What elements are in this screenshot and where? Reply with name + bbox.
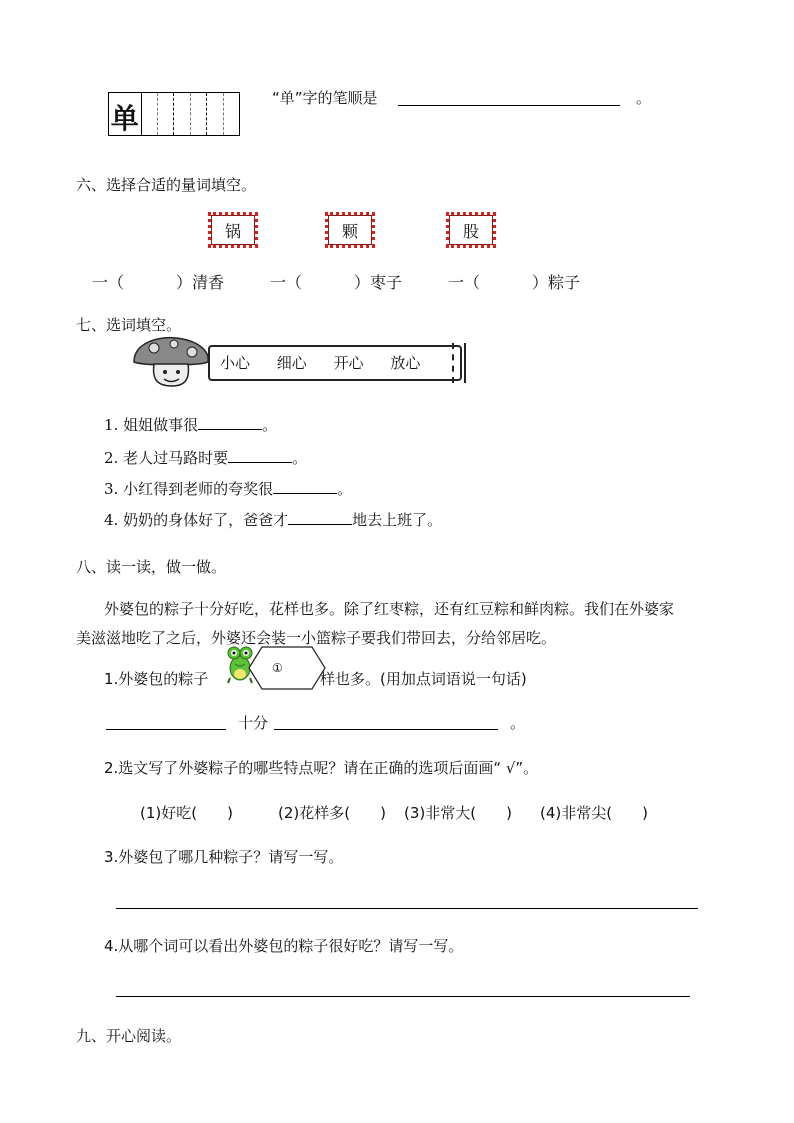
grid-cell [109, 93, 142, 135]
measure-word: 股 [462, 221, 479, 241]
fill-item-number: 1. [104, 416, 119, 434]
measure-item-post: ）枣子 [354, 273, 403, 292]
fill-item-text: 小红得到老师的夸奖很 [123, 480, 274, 498]
fill-item-number: 3. [104, 480, 119, 498]
measure-word: 锅 [224, 221, 241, 241]
answer-line[interactable] [116, 996, 690, 997]
word-bank-item: 开心 [333, 354, 364, 372]
hexagon-label: ① [272, 661, 283, 675]
question-3: 3.外婆包了哪几种粽子？请写一写。 [104, 848, 344, 866]
section-6-title: 六、选择合适的量词填空。 [76, 176, 257, 194]
measure-item [270, 270, 402, 293]
fill-item-text: 老人过马路时要 [123, 449, 229, 467]
answer-line[interactable] [106, 729, 226, 730]
mushroom-icon [130, 334, 214, 390]
question-1-end: 样也多。(用加点词语说一句话) [320, 670, 527, 688]
measure-word-box [446, 212, 496, 248]
question-1-period: 。 [510, 714, 526, 732]
measure-item [448, 270, 580, 293]
character-grid [108, 92, 240, 136]
stroke-question: “单”字的笔顺是 [272, 89, 378, 107]
fill-item-end: 。 [292, 449, 308, 467]
fill-item [104, 511, 442, 529]
answer-line[interactable] [116, 908, 698, 909]
fill-item-end: 地去上班了。 [352, 511, 443, 529]
fill-item-text: 姐姐做事很 [123, 416, 199, 434]
hexagon-callout [248, 646, 326, 690]
section-7-title: 七、选词填空。 [76, 316, 182, 334]
measure-word-box [325, 212, 375, 248]
q2-option: (2)花样多( ) [278, 804, 386, 822]
banner-tail [452, 343, 466, 383]
passage-line: 美滋滋地吃了之后，外婆还会装一小篮粽子要我们带回去，分给邻居吃。 [76, 629, 557, 647]
fill-item [104, 416, 277, 434]
section-8-title: 八、读一读，做一做。 [76, 558, 227, 576]
grid-char: 单 [110, 102, 139, 135]
word-bank [208, 345, 462, 381]
question-2: 2.选文写了外婆粽子的哪些特点呢？请在正确的选项后面画“ √”。 [104, 759, 539, 777]
measure-item [92, 270, 224, 293]
measure-word: 颗 [341, 221, 358, 241]
word-bank-item: 放心 [390, 354, 421, 372]
q2-option: (3)非常大( ) [404, 804, 512, 822]
grid-cell [174, 93, 207, 135]
section-9-title: 九、开心阅读。 [76, 1027, 182, 1045]
passage-line: 外婆包的粽子十分好吃，花样也多。除了红枣粽，还有红豆粽和鲜肉粽。我们在外婆家 [104, 600, 675, 618]
q2-option: (4)非常尖( ) [540, 804, 648, 822]
measure-word-box [208, 212, 258, 248]
question-1-start: 1.外婆包的粽子 [104, 670, 209, 688]
q2-option: (1)好吃( ) [140, 804, 233, 822]
question-4: 4.从哪个词可以看出外婆包的粽子很好吃？请写一写。 [104, 937, 464, 955]
fill-item-end: 。 [262, 416, 278, 434]
fill-item-text: 奶奶的身体好了，爸爸才 [123, 511, 289, 529]
word-bank-item: 小心 [220, 354, 251, 372]
fill-item-number: 2. [104, 449, 119, 467]
fill-item-end: 。 [337, 480, 353, 498]
measure-item-pre: 一（ [270, 273, 303, 292]
fill-item [104, 449, 307, 467]
grid-cell [207, 93, 240, 135]
fill-item [104, 480, 352, 498]
measure-item-pre: 一（ [448, 273, 481, 292]
word-bank-item: 细心 [276, 354, 307, 372]
measure-item-pre: 一（ [92, 273, 125, 292]
measure-item-post: ）粽子 [532, 273, 581, 292]
answer-line[interactable] [274, 729, 498, 730]
stroke-question-end: 。 [636, 89, 652, 107]
stroke-answer-line[interactable] [398, 105, 620, 106]
measure-item-post: ）清香 [176, 273, 225, 292]
fill-item-number: 4. [104, 511, 119, 529]
grid-cell [142, 93, 175, 135]
question-1-mid: 十分 [238, 714, 269, 732]
